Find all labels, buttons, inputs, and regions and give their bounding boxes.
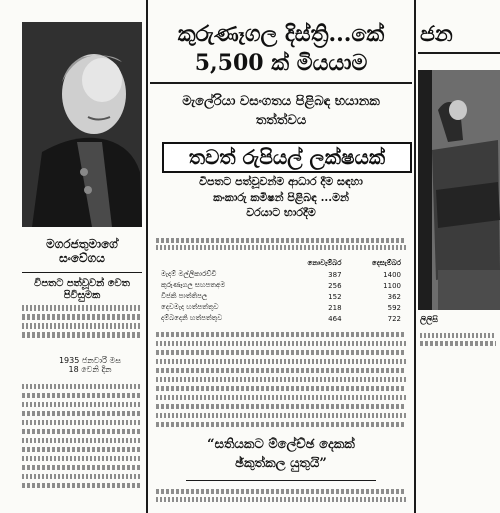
deck: [150, 176, 412, 220]
table-cell: 722: [387, 314, 401, 323]
article-footer: [156, 486, 406, 508]
portrait-photo: [22, 22, 142, 227]
article-intro: [156, 236, 406, 256]
table-cell: මැදම් මල්ලිකාරච්චි: [161, 270, 217, 278]
portrait-caption-line2: සංවේගය: [59, 250, 105, 265]
main-headline-line2: 5,500 ක් මියයාම: [194, 50, 368, 77]
main-headline-line1: කුරුණෑගල දිස්ත්‍රි...කේ: [177, 21, 385, 47]
column-rule-right: [414, 0, 416, 513]
table-header-cell: දෙසැම්බර: [371, 259, 401, 267]
pull-quote-line2: ඡ්කුත්කල යුතුයි”: [235, 455, 327, 471]
left-column-rule: [22, 272, 142, 273]
deck-line3: වරයාට භාරදීම: [246, 206, 316, 220]
deck-line2: කංකාරු කමිෂන් පිළිබඳ ...මන්: [213, 190, 349, 204]
subheadline-line2: තත්ත්වය: [255, 112, 307, 128]
table-cell: 1400: [383, 270, 401, 279]
table-row: [158, 291, 404, 302]
right-strip-rule: [418, 52, 500, 54]
boxed-headline: තවත් රුපියල් ලක්ෂයක්: [162, 142, 412, 173]
table-cell: 464: [328, 314, 342, 323]
table-cell: 592: [387, 303, 401, 312]
left-column-body-bottom: [22, 380, 142, 508]
right-strip-body: [420, 330, 496, 370]
table-cell: 152: [328, 292, 342, 301]
left-column-heading-line1: විපතට පත්වූවන් වෙත: [34, 278, 130, 289]
table-cell: දෙවමැද හත්පත්තුව: [161, 303, 219, 311]
death-statistics-table: [158, 258, 404, 324]
table-row: [158, 280, 404, 291]
subheadline: [150, 95, 412, 129]
table-row: [158, 302, 404, 313]
table-cell: 256: [328, 281, 342, 290]
table-cell: 362: [387, 292, 401, 301]
table-cell: විජකි පාත්තිපල: [161, 292, 208, 300]
table-cell: කුරුණෑගල සහපතඅම: [161, 281, 226, 289]
quote-rule: [186, 480, 376, 481]
table-cell: දම්බදෙනි හත්පත්තුව: [161, 314, 223, 322]
table-row: [158, 269, 404, 280]
right-strip-heading: ජන: [420, 21, 453, 47]
date-line2: 18 වෙනි දින: [68, 365, 112, 375]
pull-quote: [156, 438, 406, 472]
main-headline: [150, 22, 412, 77]
table-row: [158, 313, 404, 324]
left-column-date: [40, 356, 140, 374]
left-column-heading: [22, 278, 142, 301]
portrait-caption-line1: මගරජතුමාගේ: [46, 237, 118, 251]
table-header-cell: නොවැම්බර: [307, 259, 342, 267]
headline-rule: [150, 82, 412, 84]
article-body: [156, 328, 406, 434]
table-header-cell: [158, 258, 277, 269]
left-column-body-top: [22, 302, 142, 352]
table-header-row: [158, 258, 404, 269]
table-cell: 387: [328, 270, 342, 279]
pull-quote-line1: “සතියකට ම්‍ලේච්ඡ දෙකක්: [207, 437, 355, 452]
portrait-image: [22, 22, 142, 227]
table-cell: 1100: [383, 281, 401, 290]
right-strip-photo: [418, 70, 500, 310]
date-line1: 1935 ජනවාරි මස: [58, 356, 122, 365]
table-cell: 218: [328, 303, 342, 312]
right-strip-caption: ලිලිසි: [420, 315, 438, 324]
portrait-caption: [22, 238, 142, 266]
right-strip-image: [418, 70, 500, 310]
left-column-heading-line2: පිවිසුමක: [63, 289, 101, 301]
column-rule-left: [146, 0, 148, 513]
subheadline-line1: මැලේරියා වසංගතය පිළිබඳ භයානක: [182, 94, 380, 109]
deck-line1: විපතට පත්වූවන්ම ආධාර දීම සඳහා: [199, 175, 363, 188]
